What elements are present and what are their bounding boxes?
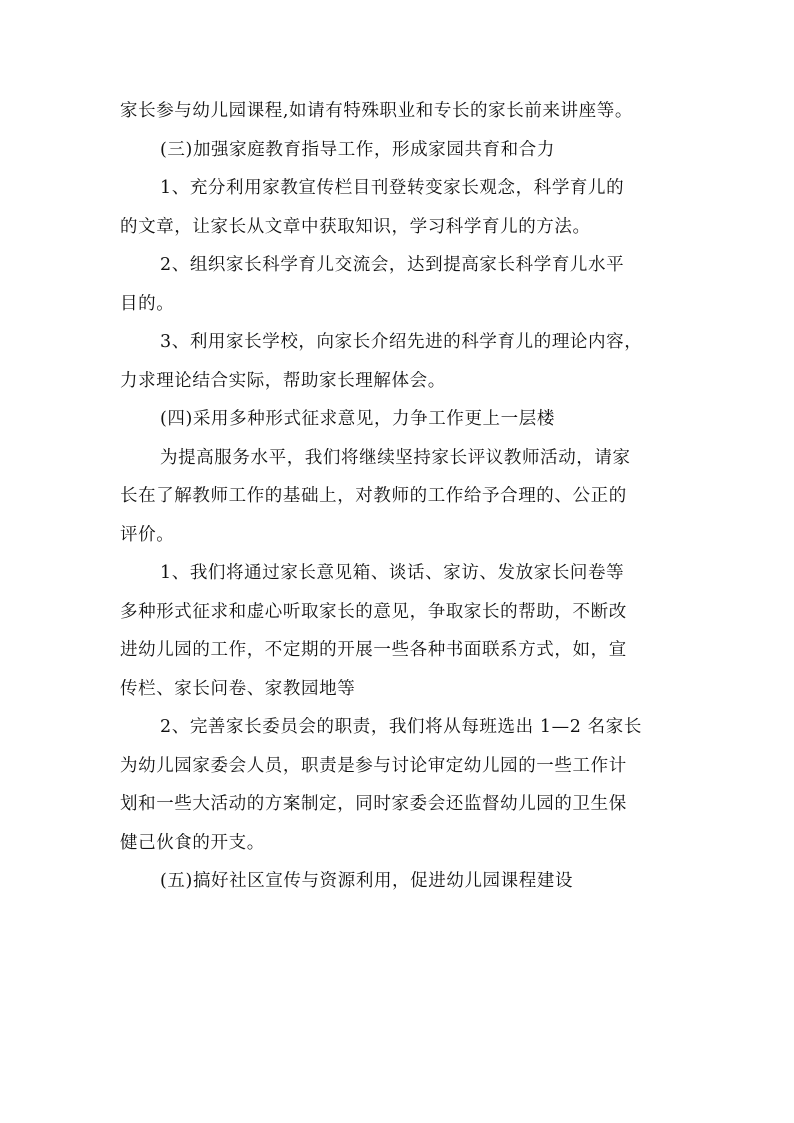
text-line: 健己伙食的开支。 [120,832,265,853]
text-line: 进幼儿园的工作，不定期的开展一些各种书面联系方式，如，宣 [120,640,627,660]
text-line: 1、我们将通过家长意见箱、谈话、家访、发放家长问卷等 [160,563,625,583]
text-line: 多种形式征求和虚心听取家长的意见，争取家长的帮助，不断改 [120,601,627,622]
text-line: 家长参与幼儿园课程,如请有特殊职业和专长的家长前来讲座等。 [120,101,633,121]
section-heading: (四)采用多种形式征求意见，力争工作更上一层楼 [160,409,555,429]
text-line: 1、充分利用家教宣传栏目刊登转变家长观念，科学育儿的 [160,178,625,198]
text-line: 3、利用家长学校，向家长介绍先进的科学育儿的理论内容， [160,332,643,352]
text-line: 评价。 [120,524,175,545]
text-line: 长在了解教师工作的基础上，对教师的工作给予合理的、公正的 [120,486,627,506]
text-line: 为幼儿园家委会人员，职责是参与讨论审定幼儿园的一些工作计 [120,755,627,776]
text-line: 2、完善家长委员会的职责，我们将从每班选出 1—2 名家长 [160,717,642,737]
text-line: 目的。 [120,293,175,314]
text-line: 力求理论结合实际，帮助家长理解体会。 [120,370,446,391]
document-body [120,92,690,901]
text-line: 传栏、家长问卷、家教园地等 [120,678,356,699]
text-line: 的文章，让家长从文章中获取知识，学习科学育儿的方法。 [120,216,591,237]
text-line: 为提高服务水平，我们将继续坚持家长评议教师活动，请家 [160,447,631,468]
text-line: 划和一些大活动的方案制定，同时家委会还监督幼儿园的卫生保 [120,794,627,814]
section-heading: (三)加强家庭教育指导工作，形成家园共育和合力 [160,139,555,160]
section-heading: (五)搞好社区宣传与资源利用，促进幼儿园课程建设 [160,871,574,891]
text-line: 2、组织家长科学育儿交流会，达到提高家长科学育儿水平 [160,255,625,275]
